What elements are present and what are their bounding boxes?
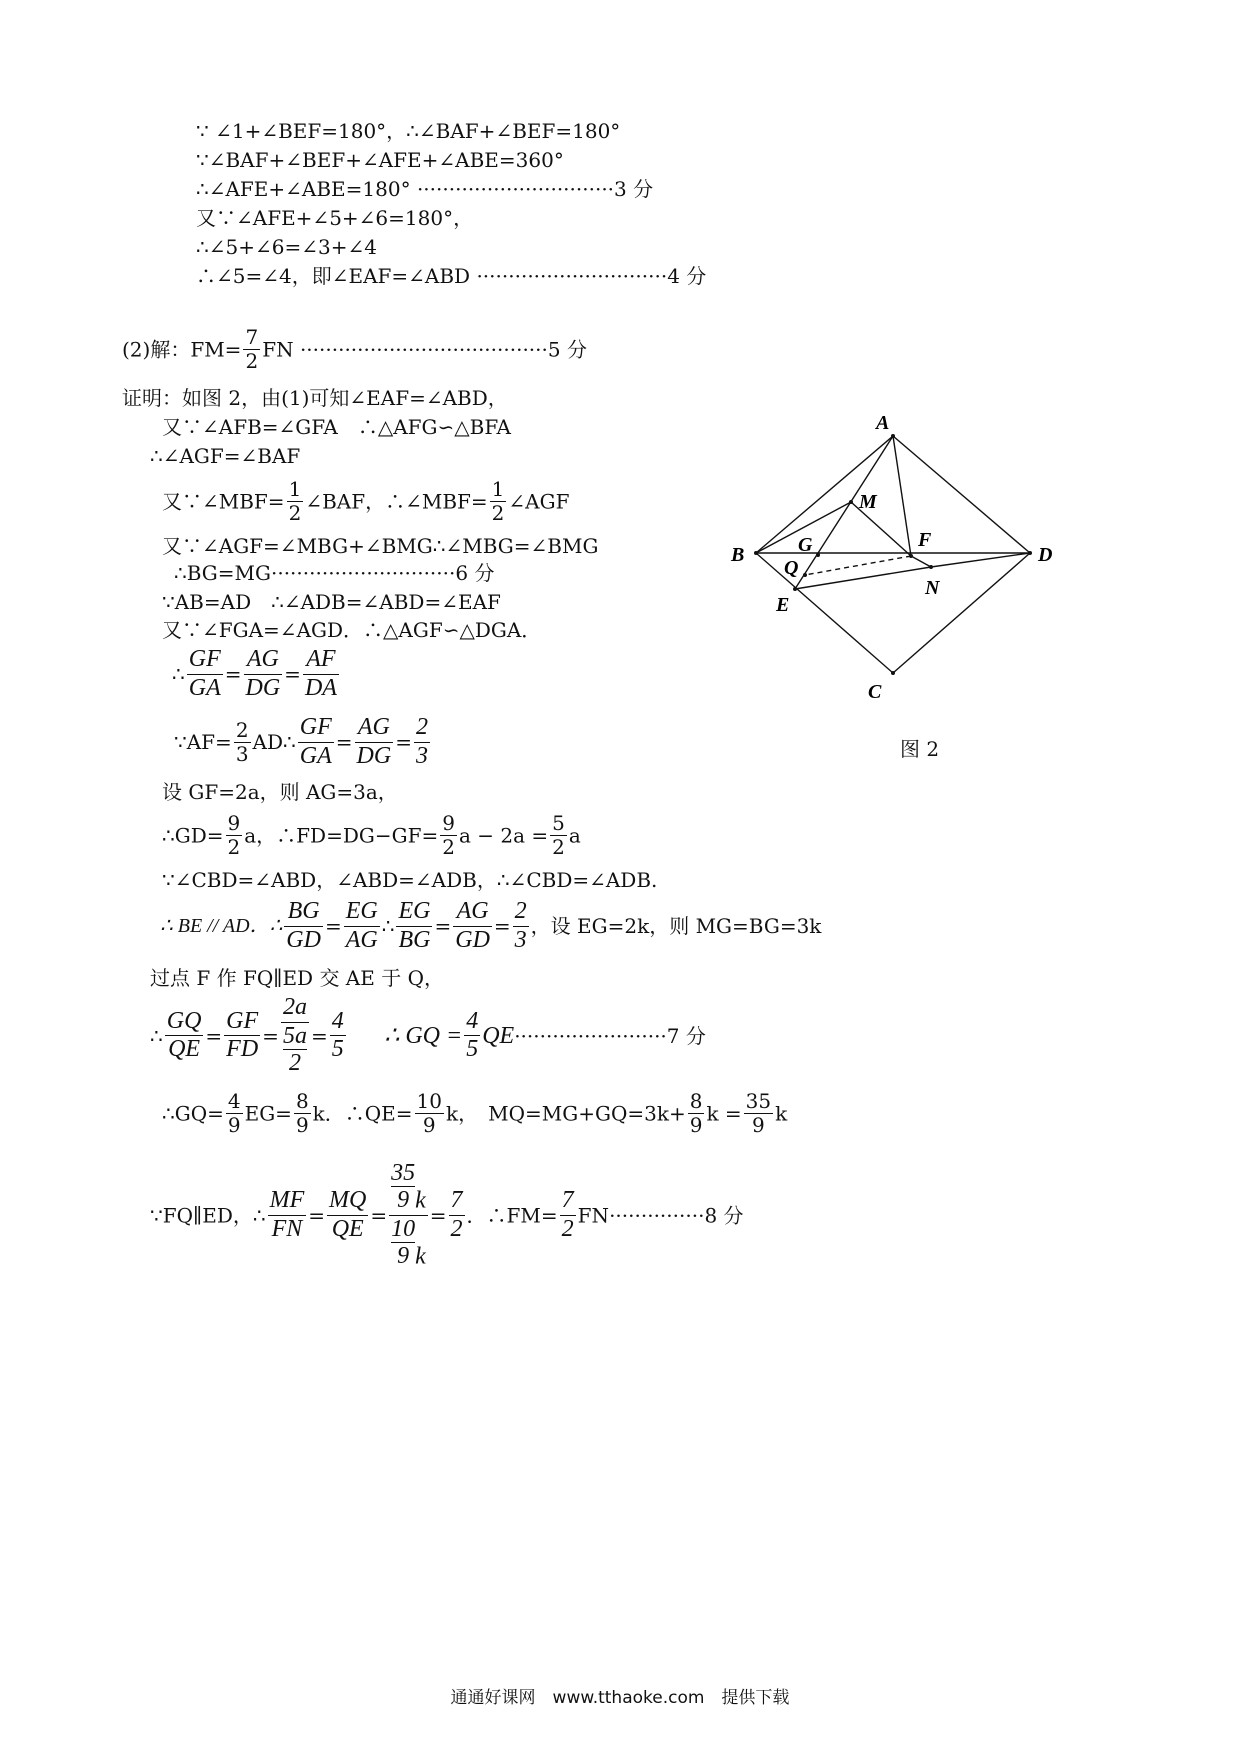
proof-line-similar-agf: 又∵∠FGA=∠AGD．∴△AGF∽△DGA．	[162, 618, 542, 642]
numerator: 7	[560, 1187, 576, 1216]
proof-line-be-ad: ∴ BE // AD．∴ $\frac{BG}{GD}$ = $\frac{EG}{AG}$ ∴ $\frac{EG}{BG}$ = $\frac{AG}{GD}$ = $\frac{2}{3}$ ，设 EG=2k，则 MG=BG=3k	[160, 898, 822, 953]
text-segment: QE	[482, 1022, 515, 1049]
point-F-dot	[909, 554, 913, 558]
numerator: AG	[453, 898, 492, 927]
label-D: D	[1038, 544, 1053, 566]
text-segment: a − 2a =	[458, 823, 549, 848]
proof-line-final: ∵FQ∥ED，∴ $\frac{MF}{FN}$ = $\frac{MQ}{QE}$ = $\frac{35}{9}$ k $\frac{10}{9}$ k = $\frac{7}{2}$ ．∴FM= $\frac{7}{2}$ FN···············8 分	[150, 1160, 744, 1270]
denominator: AG	[345, 926, 378, 953]
text-segment: ∵FQ∥ED，∴	[150, 1203, 266, 1228]
fraction	[298, 714, 334, 770]
label-C: C	[868, 681, 882, 703]
fraction	[344, 898, 380, 954]
inner-denominator: 2	[288, 1049, 301, 1076]
denominator: 9	[752, 1113, 765, 1137]
point-B-dot	[754, 551, 758, 555]
denominator: 2	[561, 1215, 574, 1242]
segment-ND	[931, 553, 1030, 567]
proof-line-ratio-2: ∵AF= $\frac{2}{3}$ AD∴ $\frac{GF}{GA}$ = $\frac{AG}{DG}$ = $\frac{2}{3}$	[174, 714, 428, 769]
point-G-dot	[816, 553, 820, 557]
numerator: 4	[330, 1008, 346, 1037]
text-segment: FN	[577, 1203, 610, 1228]
denominator: 2	[442, 835, 455, 859]
text-segment: k．∴QE=	[312, 1101, 413, 1126]
point-A-dot	[891, 434, 895, 438]
label-B: B	[731, 544, 745, 566]
fraction	[688, 1090, 705, 1137]
fraction	[303, 646, 339, 702]
footer-credit: 通通好课网 www.tthaoke.com 提供下载	[450, 1688, 790, 1708]
proof-line-gq-qe: ∴ $\frac{GQ}{QE}$ = $\frac{GF}{FD}$ = $\frac{2a}{\frac{5a}{2}}$ = $\frac{4}{5}$ ∴ GQ = $\frac{4}{5}$ QE························7 分	[150, 994, 706, 1076]
numerator: 8	[689, 1089, 703, 1113]
label-N: N	[925, 577, 940, 599]
fraction	[165, 1008, 204, 1064]
numerator: 2	[414, 714, 430, 743]
text-segment: ，设 EG=2k，则 MG=BG=3k	[530, 914, 822, 939]
proof-line-1: ∵ ∠1+∠BEF=180°，∴∠BAF+∠BEF=180°	[196, 119, 621, 143]
point-D-dot	[1028, 551, 1032, 555]
inner-numerator: 35	[391, 1160, 416, 1186]
numerator: 4	[464, 1008, 480, 1037]
proof-line-3-dots: ·······························	[416, 177, 615, 201]
numerator: 7	[449, 1187, 465, 1216]
proof-line-3-text: ∴∠AFE+∠ABE=180°	[196, 177, 411, 201]
denominator: 9	[295, 1113, 309, 1137]
proof-line-mbg: 又∵∠AGF=∠MBG+∠BMG∴∠MBG=∠BMG	[162, 534, 599, 558]
fraction	[294, 1090, 311, 1137]
denominator: 3	[415, 742, 428, 769]
numerator: 7	[245, 325, 259, 349]
text-segment: k	[775, 1101, 788, 1126]
dots: ·····························	[270, 561, 456, 585]
proof-line-gd-fd	[162, 812, 581, 859]
fraction	[355, 714, 394, 770]
numerator: AG	[355, 714, 394, 743]
numerator: 9	[227, 811, 241, 835]
text-segment: ∴GQ=	[162, 1101, 224, 1126]
denominator: QE	[168, 1036, 201, 1063]
proof-line-4: 又∵∠AFE+∠5+∠6=180°，	[196, 206, 474, 230]
denominator: DG	[356, 742, 392, 769]
label-F: F	[918, 529, 932, 551]
fraction-1-2	[287, 478, 304, 525]
solution-dots: ·······································	[299, 337, 548, 362]
text-segment: 又∵∠MBF=	[162, 489, 285, 514]
proof-line-2: ∵∠BAF+∠BEF+∠AFE+∠ABE=360°	[196, 148, 564, 172]
numerator: 2	[513, 898, 529, 927]
fraction	[513, 898, 529, 954]
geometry-figure	[720, 405, 1060, 705]
inner-denominator: 9	[397, 1243, 410, 1270]
denominator: GA	[188, 674, 221, 701]
nested-fraction	[281, 994, 309, 1078]
numerator: 4	[227, 1089, 241, 1113]
numerator: 2	[235, 717, 249, 742]
label-M: M	[859, 491, 877, 513]
proof-line-ab-ad: ∵AB=AD ∴∠ADB=∠ABD=∠EAF	[162, 590, 501, 614]
denominator: DG	[245, 674, 281, 701]
denominator: GD	[455, 926, 490, 953]
fraction	[396, 898, 432, 954]
segment-AE	[795, 436, 893, 589]
denominator: BG	[398, 926, 431, 953]
text-segment: ∴BG=MG	[174, 561, 271, 585]
solution-prefix: (2)解：FM=	[122, 337, 242, 362]
solution-suffix: FN	[262, 337, 294, 362]
fraction	[560, 1187, 576, 1243]
numerator: MF	[268, 1187, 307, 1216]
denominator: 9	[422, 1113, 436, 1137]
text-segment: ∴ BE // AD．∴	[160, 915, 283, 938]
score-3: 3 分	[614, 177, 654, 201]
fraction	[224, 1008, 260, 1064]
fraction	[464, 1008, 480, 1064]
denominator: FN	[271, 1215, 303, 1242]
numerator: 1	[288, 477, 302, 501]
denominator: 2	[288, 501, 302, 525]
dots: ························	[514, 1023, 667, 1048]
proof-intro: 证明：如图 2，由(1)可知∠EAF=∠ABD，	[122, 386, 508, 410]
fraction-5-2	[550, 812, 567, 859]
inner-numerator: 10	[391, 1215, 416, 1242]
denominator: GA	[299, 742, 332, 769]
numerator: 5	[552, 811, 565, 835]
denominator: 2	[245, 349, 259, 373]
numerator: AG	[244, 646, 283, 675]
proof-line-similar-afg: 又∵∠AFB=∠GFA ∴△AFG∽△BFA	[162, 415, 511, 439]
nested-fraction	[389, 1160, 428, 1271]
text-segment: ∴	[381, 914, 395, 939]
numerator: EG	[344, 898, 380, 927]
solution-line	[122, 326, 587, 373]
proof-line-gq-qe-mq	[162, 1090, 787, 1137]
denominator: 9	[227, 1113, 241, 1137]
inner-numerator: 5a	[282, 1022, 307, 1049]
fraction	[226, 1090, 243, 1137]
text-segment: a	[568, 823, 581, 848]
proof-line-construct-fq: 过点 F 作 FQ∥ED 交 AE 于 Q，	[150, 966, 444, 990]
denominator: DA	[304, 674, 337, 701]
numerator: GQ	[165, 1008, 204, 1037]
numerator: 1	[491, 477, 505, 501]
text-segment: ∵AF=	[174, 730, 232, 755]
text-segment: ∴GD=	[162, 823, 224, 848]
proof-line-mbf	[162, 478, 569, 525]
numerator	[389, 1160, 428, 1216]
text-segment: AD∴	[252, 730, 296, 755]
fraction	[268, 1187, 307, 1243]
fraction-9-2	[226, 812, 243, 859]
numerator: GF	[187, 646, 223, 675]
numerator: GF	[298, 714, 334, 743]
label-A: A	[876, 412, 890, 434]
text-segment: a，∴FD=DG−GF=	[244, 823, 439, 848]
numerator: 2a	[281, 994, 309, 1023]
k-variable: k	[415, 1187, 426, 1214]
label-E: E	[776, 594, 790, 616]
numerator: AF	[303, 646, 339, 675]
fraction	[449, 1187, 465, 1243]
fraction-7-2	[243, 326, 260, 373]
point-E-dot	[793, 587, 797, 591]
denominator	[281, 1023, 309, 1078]
segment-AF	[893, 436, 911, 556]
fraction	[744, 1090, 773, 1137]
numerator: 10	[416, 1089, 442, 1113]
numerator: MQ	[327, 1187, 368, 1216]
point-N-dot	[929, 565, 933, 569]
denominator: QE	[331, 1215, 364, 1242]
fraction	[330, 1008, 346, 1064]
fraction-1-2	[490, 478, 507, 525]
fraction-9-2	[440, 812, 457, 859]
therefore: ∴	[172, 662, 185, 687]
proof-line-cbd: ∵∠CBD=∠ABD，∠ABD=∠ADB，∴∠CBD=∠ADB.	[162, 868, 658, 892]
numerator: 9	[442, 811, 455, 835]
proof-line-5: ∴∠5+∠6=∠3+∠4	[196, 235, 377, 259]
numerator: 8	[295, 1089, 309, 1113]
proof-line-bg-mg	[174, 563, 494, 583]
denominator: 5	[331, 1036, 344, 1063]
text-segment: EG=	[244, 1101, 292, 1126]
label-Q: Q	[784, 557, 799, 579]
score-5: 5 分	[547, 337, 587, 362]
denominator: 2	[552, 835, 565, 859]
denominator: GD	[286, 926, 321, 953]
score-8: 8 分	[704, 1203, 744, 1228]
denominator: 2	[227, 835, 241, 859]
text-segment: ∴ GQ =	[384, 1022, 463, 1049]
numerator: GF	[224, 1008, 260, 1037]
numerator: EG	[396, 898, 432, 927]
fraction	[187, 646, 223, 702]
denominator: FD	[226, 1036, 259, 1063]
label-G: G	[798, 534, 813, 556]
proof-line-ratio-1: ∴ $\frac{GF}{GA}$ = $\frac{AG}{DG}$ = $\frac{AF}{DA}$	[172, 646, 337, 701]
proof-line-6-dots: ······························	[476, 264, 668, 288]
proof-line-agf-baf: ∴∠AGF=∠BAF	[150, 444, 301, 468]
fraction	[415, 1090, 444, 1137]
denominator	[389, 1216, 428, 1271]
segment-AD	[893, 436, 1030, 553]
denominator: 3	[514, 926, 527, 953]
numerator: BG	[284, 898, 323, 927]
denominator: 3	[235, 741, 249, 766]
segment-DC	[893, 553, 1030, 673]
dots: ···············	[609, 1203, 705, 1228]
fraction-2-3	[234, 719, 251, 766]
score-4: 4 分	[667, 264, 707, 288]
score-6: 6 分	[455, 561, 495, 585]
segment-FN	[911, 556, 931, 567]
text-segment: k， MQ=MG+GQ=3k+	[446, 1101, 686, 1126]
text-segment: ∠BAF，∴∠MBF=	[305, 489, 488, 514]
proof-line-3	[196, 179, 653, 199]
fraction	[284, 898, 323, 954]
fraction	[414, 714, 430, 770]
proof-line-6-text: ∴∠5=∠4，即∠EAF=∠ABD	[196, 264, 471, 288]
proof-line-let-gf: 设 GF=2a，则 AG=3a，	[162, 780, 398, 804]
text-segment: ．∴FM=	[466, 1203, 558, 1228]
segment-EN	[795, 567, 931, 589]
inner-denominator: 9	[397, 1187, 410, 1214]
score-7: 7 分	[666, 1023, 706, 1048]
point-M-dot	[849, 500, 853, 504]
denominator: 2	[491, 501, 505, 525]
denominator: 2	[450, 1215, 463, 1242]
denominator: 5	[466, 1036, 479, 1063]
text-segment: k =	[706, 1101, 742, 1126]
therefore: ∴	[150, 1023, 163, 1048]
k-variable: k	[415, 1243, 426, 1270]
point-C-dot	[891, 671, 895, 675]
fraction	[453, 898, 492, 954]
numerator: 35	[745, 1089, 772, 1113]
point-Q-dot	[803, 573, 807, 577]
fraction	[244, 646, 283, 702]
figure-caption: 图 2	[900, 737, 940, 761]
text-segment: ∠AGF	[508, 489, 570, 514]
proof-line-6	[196, 266, 706, 286]
fraction	[327, 1187, 368, 1243]
denominator: 9	[689, 1113, 703, 1137]
